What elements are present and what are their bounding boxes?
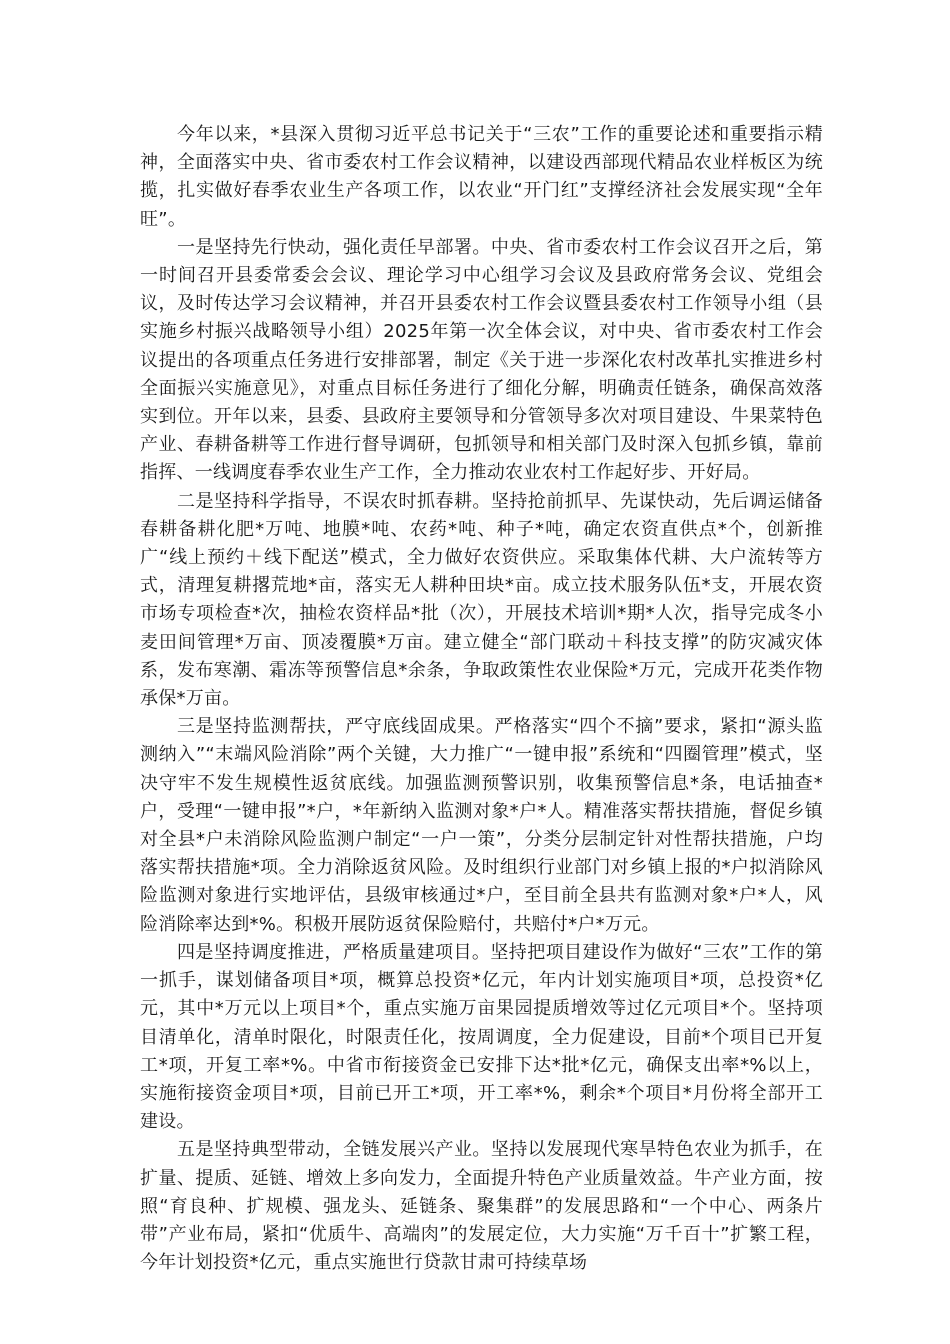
paragraph-5: 五是坚持典型带动，全链发展兴产业。坚持以发展现代寒旱特色农业为抓手，在扩量、提质、延链、增效上多向发力，全面提升特色产业质量效益。牛产业方面，按照“育良种、扩规模、强龙头、延链条、聚集群”的发展思路和“一个中心、两条片带”产业布局，紧扣“优质牛、高端肉”的发展定位，大力实施“万千百十”扩繁工程，今年计划投资*亿元，重点实施世行贷款甘肃可持续草场: [140, 1139, 823, 1274]
paragraph-intro: 今年以来，*县深入贯彻习近平总书记关于“三农”工作的重要论述和重要指示精神，全面落实中央、省市委农村工作会议精神，以建设西部现代精品农业样板区为统揽，扎实做好春季农业生产各项工作，以农业“开门红”支撑经济社会发展实现“全年旺”。: [140, 124, 823, 230]
paragraph-3: 三是坚持监测帮扶，严守底线固成果。严格落实“四个不摘”要求，紧扣“源头监测纳入”“末端风险消除”两个关键，大力推广“一键申报”系统和“四圈管理”模式，坚决守牢不发生规模性返贫底线。加强监测预警识别，收集预警信息*条，电话抽查*户，受理“一键申报”*户，*年新纳入监测对象*户*人。精准落实帮扶措施，督促乡镇对全县*户未消除风险监测户制定“一户一策”，分类分层制定针对性帮扶措施，户均落实帮扶措施*项。全力消除返贫风险。及时组织行业部门对乡镇上报的*户拟消除风险监测对象进行实地评估，县级审核通过*户，至目前全县共有监测对象*户*人，风险消除率达到*%。积极开展防返贫保险赔付，共赔付*户*万元。: [140, 716, 823, 935]
paragraph-2: 二是坚持科学指导，不误农时抓春耕。坚持抢前抓早、先谋快动，先后调运储备春耕备耕化肥*万吨、地膜*吨、农药*吨、种子*吨，确定农资直供点*个，创新推广“线上预约＋线下配送”模式，全力做好农资供应。采取集体代耕、大户流转等方式，清理复耕撂荒地*亩，落实无人耕种田块*亩。成立技术服务队伍*支，开展农资市场专项检查*次，抽检农资样品*批（次），开展技术培训*期*人次，指导完成冬小麦田间管理*万亩、顶凌覆膜*万亩。建立健全“部门联动＋科技支撑”的防灾减灾体系，发布寒潮、霜冻等预警信息*余条，争取政策性农业保险*万元，完成开花类作物承保*万亩。: [140, 490, 823, 710]
paragraph-1: 一是坚持先行快动，强化责任早部署。中央、省市委农村工作会议召开之后，第一时间召开县委常委会会议、理论学习中心组学习会议及县政府常务会议、党组会议，及时传达学习会议精神，并召开县委农村工作会议暨县委农村工作领导小组（县实施乡村振兴战略领导小组）2025年第一次全体会议，对中央、省市委农村工作会议提出的各项重点任务进行安排部署，制定《关于进一步深化农村改革扎实推进乡村全面振兴实施意见》，对重点目标任务进行了细化分解，明确责任链条，确保高效落实到位。开年以来，县委、县政府主要领导和分管领导多次对项目建设、牛果菜特色产业、春耕备耕等工作进行督导调研，包抓领导和相关部门及时深入包抓乡镇，靠前指挥、一线调度春季农业生产工作，全力推动农业农村工作起好步、开好局。: [140, 236, 823, 484]
paragraph-4: 四是坚持调度推进，严格质量建项目。坚持把项目建设作为做好“三农”工作的第一抓手，谋划储备项目*项，概算总投资*亿元，年内计划实施项目*项，总投资*亿元，其中*万元以上项目*个，重点实施万亩果园提质增效等过亿元项目*个。坚持项目清单化，清单时限化，时限责任化，按周调度，全力促建设，目前*个项目已开复工*项，开复工率*%。中省市衔接资金已安排下达*批*亿元，确保支出率*%以上，实施衔接资金项目*项，目前已开工*项，开工率*%，剩余*个项目*月份将全部开工建设。: [140, 941, 823, 1133]
document-body: [140, 121, 823, 1277]
